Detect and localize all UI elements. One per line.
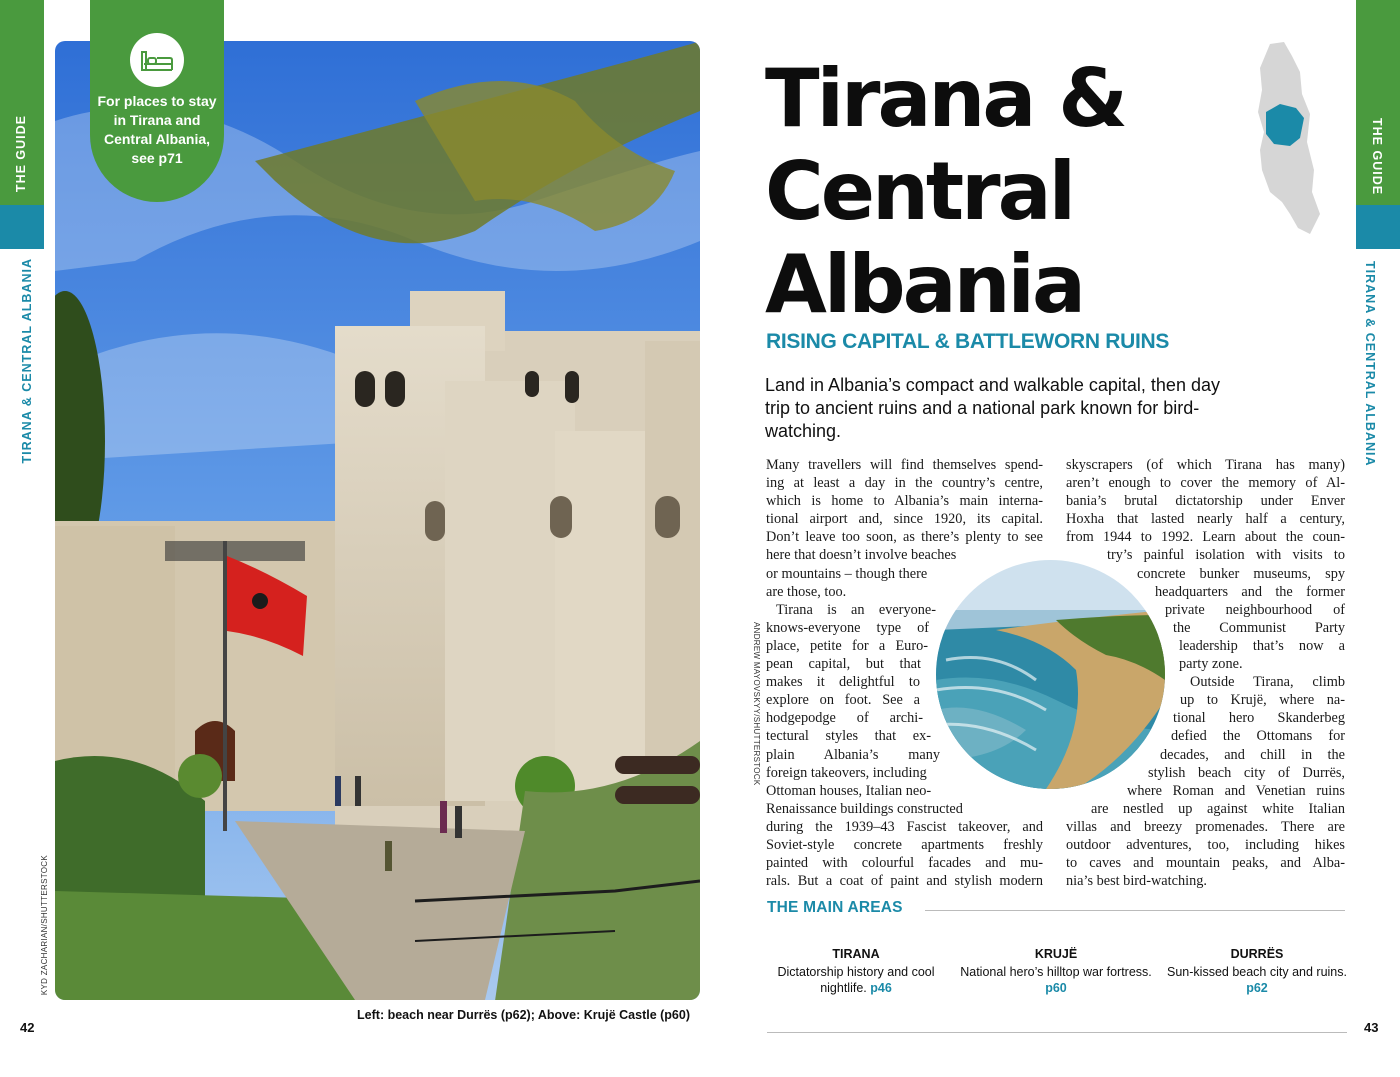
- circle-photo-credit: ANDREW MAYOVSKYY/SHUTTERSTOCK: [752, 622, 761, 786]
- body-line: which is home to Albania’s main interna-: [766, 493, 1043, 510]
- body-line: makes it delightful to: [766, 674, 920, 691]
- body-line: place, petite for a Euro-: [766, 637, 928, 654]
- body-line: defied the Ottomans for: [1171, 728, 1345, 745]
- photo-caption: Left: beach near Durrës (p62); Above: Krujë Castle (p60): [357, 1008, 690, 1022]
- chapter-title: [765, 52, 1125, 331]
- albania-locator-map: [1252, 42, 1322, 237]
- body-line: Ottoman houses, Italian neo-: [766, 782, 932, 799]
- body-line: tectural styles that ex-: [766, 728, 931, 745]
- divider: [767, 1032, 1347, 1033]
- body-line: foreign takeovers, including: [766, 764, 927, 781]
- body-line: tional hero Skanderbeg: [1173, 710, 1345, 727]
- tab-section-left: [0, 205, 44, 249]
- body-line: skyscrapers (of which Tirana has many): [1066, 457, 1345, 473]
- area-name: DURRËS: [1230, 947, 1284, 961]
- area-description: National hero’s hilltop war fortress.: [960, 965, 1152, 979]
- page-number-left: 42: [20, 1020, 35, 1035]
- body-line: ing at least a day in the country’s centre,: [766, 475, 1043, 492]
- title-line-2: Central: [765, 145, 1074, 238]
- body-line: private neighbourhood of: [1165, 601, 1345, 618]
- body-line: Tirana is an everyone-: [776, 601, 936, 618]
- body-line: tional airport and, since 1920, its capital.: [766, 511, 1043, 528]
- body-line: painted with colourful facades and mu-: [766, 855, 1043, 872]
- body-line: nia’s best bird-watching.: [1066, 873, 1207, 890]
- body-line: villas and breezy promenades. There are: [1066, 818, 1345, 835]
- page-number-right: 43: [1364, 1020, 1379, 1035]
- main-areas-heading: THE MAIN AREAS: [767, 899, 903, 916]
- body-line: Many travellers will find themselves spend-: [766, 457, 1043, 473]
- tab-the-guide-right: [1356, 0, 1400, 205]
- body-line: are those, too.: [766, 583, 847, 600]
- body-line: or mountains – though there: [766, 565, 928, 582]
- body-line: Renaissance buildings constructed: [766, 800, 963, 817]
- body-line: leadership that’s now a: [1179, 637, 1345, 654]
- body-line: bania’s brutal dictatorship under Enver: [1066, 493, 1345, 510]
- body-line: outdoor adventures, too, including hikes: [1066, 836, 1345, 853]
- body-line: explore on foot. See a: [766, 692, 920, 709]
- body-line: headquarters and the former: [1155, 583, 1345, 600]
- body-line: from 1944 to 1992. Learn about the coun-: [1066, 529, 1345, 546]
- area-description: Dictatorship history and cool nightlife.: [777, 965, 935, 995]
- body-line: where Roman and Venetian ruins: [1127, 782, 1345, 799]
- area-page-link[interactable]: p46: [870, 981, 892, 995]
- body-line: knows-everyone type of: [766, 619, 929, 636]
- body-line: to caves and mountain peaks, and Alba-: [1066, 855, 1345, 872]
- bed-icon: [130, 33, 184, 87]
- tab-the-guide-left: [0, 0, 44, 205]
- durres-beach-photo: [936, 560, 1165, 789]
- accommodation-bookmark: [90, 0, 224, 202]
- divider: [925, 910, 1345, 911]
- body-line: plain Albania’s many: [766, 746, 940, 763]
- body-line: Soviet-style concrete apartments freshly: [766, 836, 1043, 853]
- area-description: Sun-kissed beach city and ruins.: [1167, 965, 1347, 979]
- body-line: pean capital, but that: [766, 656, 921, 673]
- intro-paragraph: Land in Albania’s compact and walkable capital, then day trip to ancient ruins and a national park known for bird-watching.: [765, 375, 1220, 441]
- body-line: decades, and chill in the: [1160, 746, 1345, 763]
- body-line: concrete bunker museums, spy: [1137, 565, 1345, 582]
- body-line: try’s painful isolation with visits to: [1107, 547, 1345, 564]
- area-tirana: [756, 946, 956, 996]
- chapter-subtitle: RISING CAPITAL & BATTLEWORN RUINS: [766, 330, 1170, 353]
- area-page-link[interactable]: p60: [1045, 981, 1067, 995]
- area-kruje: [956, 946, 1156, 996]
- body-line: rals. But a coat of paint and stylish modern: [766, 873, 1043, 890]
- area-name: KRUJË: [1034, 947, 1078, 961]
- body-line: stylish beach city of Durrës,: [1148, 764, 1345, 781]
- title-line-3: Albania: [765, 238, 1083, 331]
- tab-the-guide-label: THE GUIDE: [14, 115, 28, 193]
- area-name: TIRANA: [832, 947, 880, 961]
- body-line: are nestled up against white Italian: [1091, 800, 1345, 817]
- body-line: Outside Tirana, climb: [1190, 674, 1345, 691]
- body-line: hodgepodge of archi-: [766, 710, 923, 727]
- body-line: Don’t leave too soon, as there’s plenty to see: [766, 529, 1043, 546]
- bookmark-text: For places to stay in Tirana and Central Albania, see p71: [97, 93, 217, 166]
- photo-credit: KYD ZACHARIAN/SHUTTERSTOCK: [40, 855, 49, 996]
- section-label-right: TIRANA & CENTRAL ALBANIA: [1363, 261, 1377, 467]
- body-line: up to Krujë, where na-: [1180, 692, 1345, 709]
- body-line: the Communist Party: [1173, 619, 1345, 636]
- tab-the-guide-label: THE GUIDE: [1370, 118, 1384, 196]
- section-label-left: TIRANA & CENTRAL ALBANIA: [20, 258, 34, 464]
- area-page-link[interactable]: p62: [1246, 981, 1268, 995]
- body-line: aren’t enough to cover the memory of Al-: [1066, 475, 1345, 492]
- area-durres: [1157, 946, 1357, 996]
- title-line-1: Tirana &: [765, 52, 1125, 145]
- body-line: Hoxha that lasted nearly half a century,: [1066, 511, 1345, 528]
- body-line: here that doesn’t involve beaches: [766, 547, 957, 564]
- body-line: during the 1939–43 Fascist takeover, and: [766, 818, 1043, 835]
- body-line: party zone.: [1179, 656, 1243, 673]
- tab-section-right: [1356, 205, 1400, 249]
